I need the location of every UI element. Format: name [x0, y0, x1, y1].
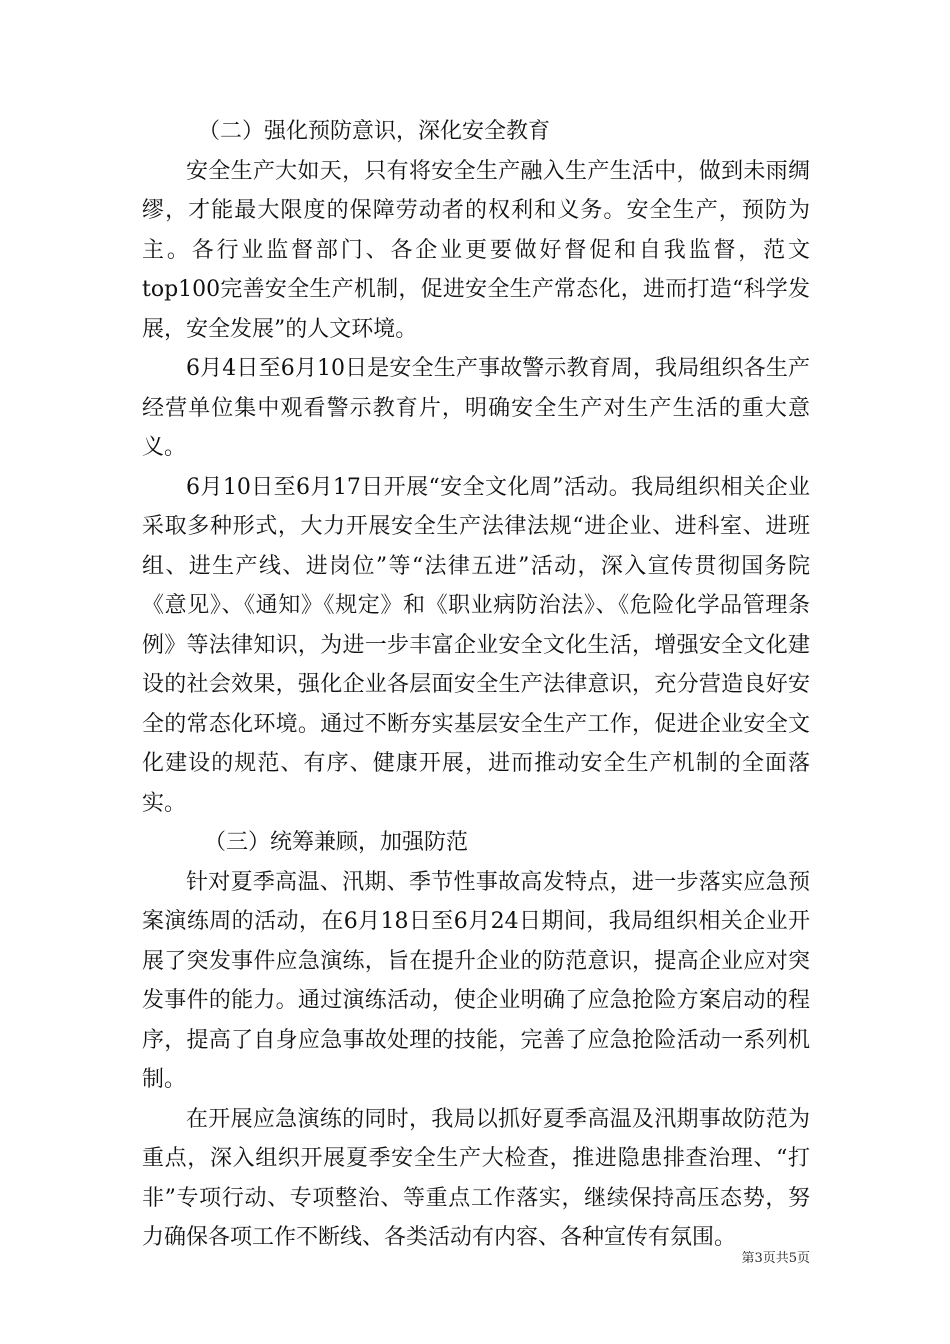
document-body [142, 112, 810, 1258]
paragraph: 6月10日至6月17日开展“安全文化周”活动。我局组织相关企业采取多种形式，大力开展安全生产法律法规“进企业、进科室、进班组、进生产线、进岗位”等“法律五进”活动，深入宣传贯彻国务院《意见》、《通知》《规定》和《职业病防治法》、《危险化学品管理条例》等法律知识，为进一步丰富企业安全文化生活，增强安全文化建设的社会效果，强化企业各层面安全生产法律意识，充分营造良好安全的常态化环境。通过不断夯实基层安全生产工作，促进企业安全文化建设的规范、有序、健康开展，进而推动安全生产机制的全面落实。 [142, 474, 810, 816]
paragraph: 安全生产大如天，只有将安全生产融入生产生活中，做到未雨绸缪，才能最大限度的保障劳动者的权利和义务。安全生产，预防为主。各行业监督部门、各企业更要做好督促和自我监督，范文top100完善安全生产机制，促进安全生产常态化，进而打造“科学发展，安全发展”的人文环境。 [142, 158, 810, 342]
section-heading-3: （三）统筹兼顾，加强防范 [204, 830, 469, 855]
paragraph: 在开展应急演练的同时，我局以抓好夏季高温及汛期事故防范为重点，深入组织开展夏季安全生产大检查，推进隐患排查治理、“打非”专项行动、专项整治、等重点工作落实，继续保持高压态势，努力确保各项工作不断线、各类活动有内容、各种宣传有氛围。 [142, 1106, 810, 1250]
page-number: 第3页共5页 [741, 1251, 810, 1266]
section-heading-2: （二）强化预防意识，深化安全教育 [198, 119, 551, 144]
paragraph: 6月4日至6月10日是安全生产事故警示教育周，我局组织各生产经营单位集中观看警示教育片，明确安全生产对生产生活的重大意义。 [142, 356, 810, 460]
paragraph: 针对夏季高温、汛期、季节性事故高发特点，进一步落实应急预案演练周的活动，在6月18日至6月24日期间，我局组织相关企业开展了突发事件应急演练，旨在提升企业的防范意识，提高企业应对突发事件的能力。通过演练活动，使企业明确了应急抢险方案启动的程序，提高了自身应急事故处理的技能，完善了应急抢险活动一系列机制。 [142, 869, 810, 1092]
